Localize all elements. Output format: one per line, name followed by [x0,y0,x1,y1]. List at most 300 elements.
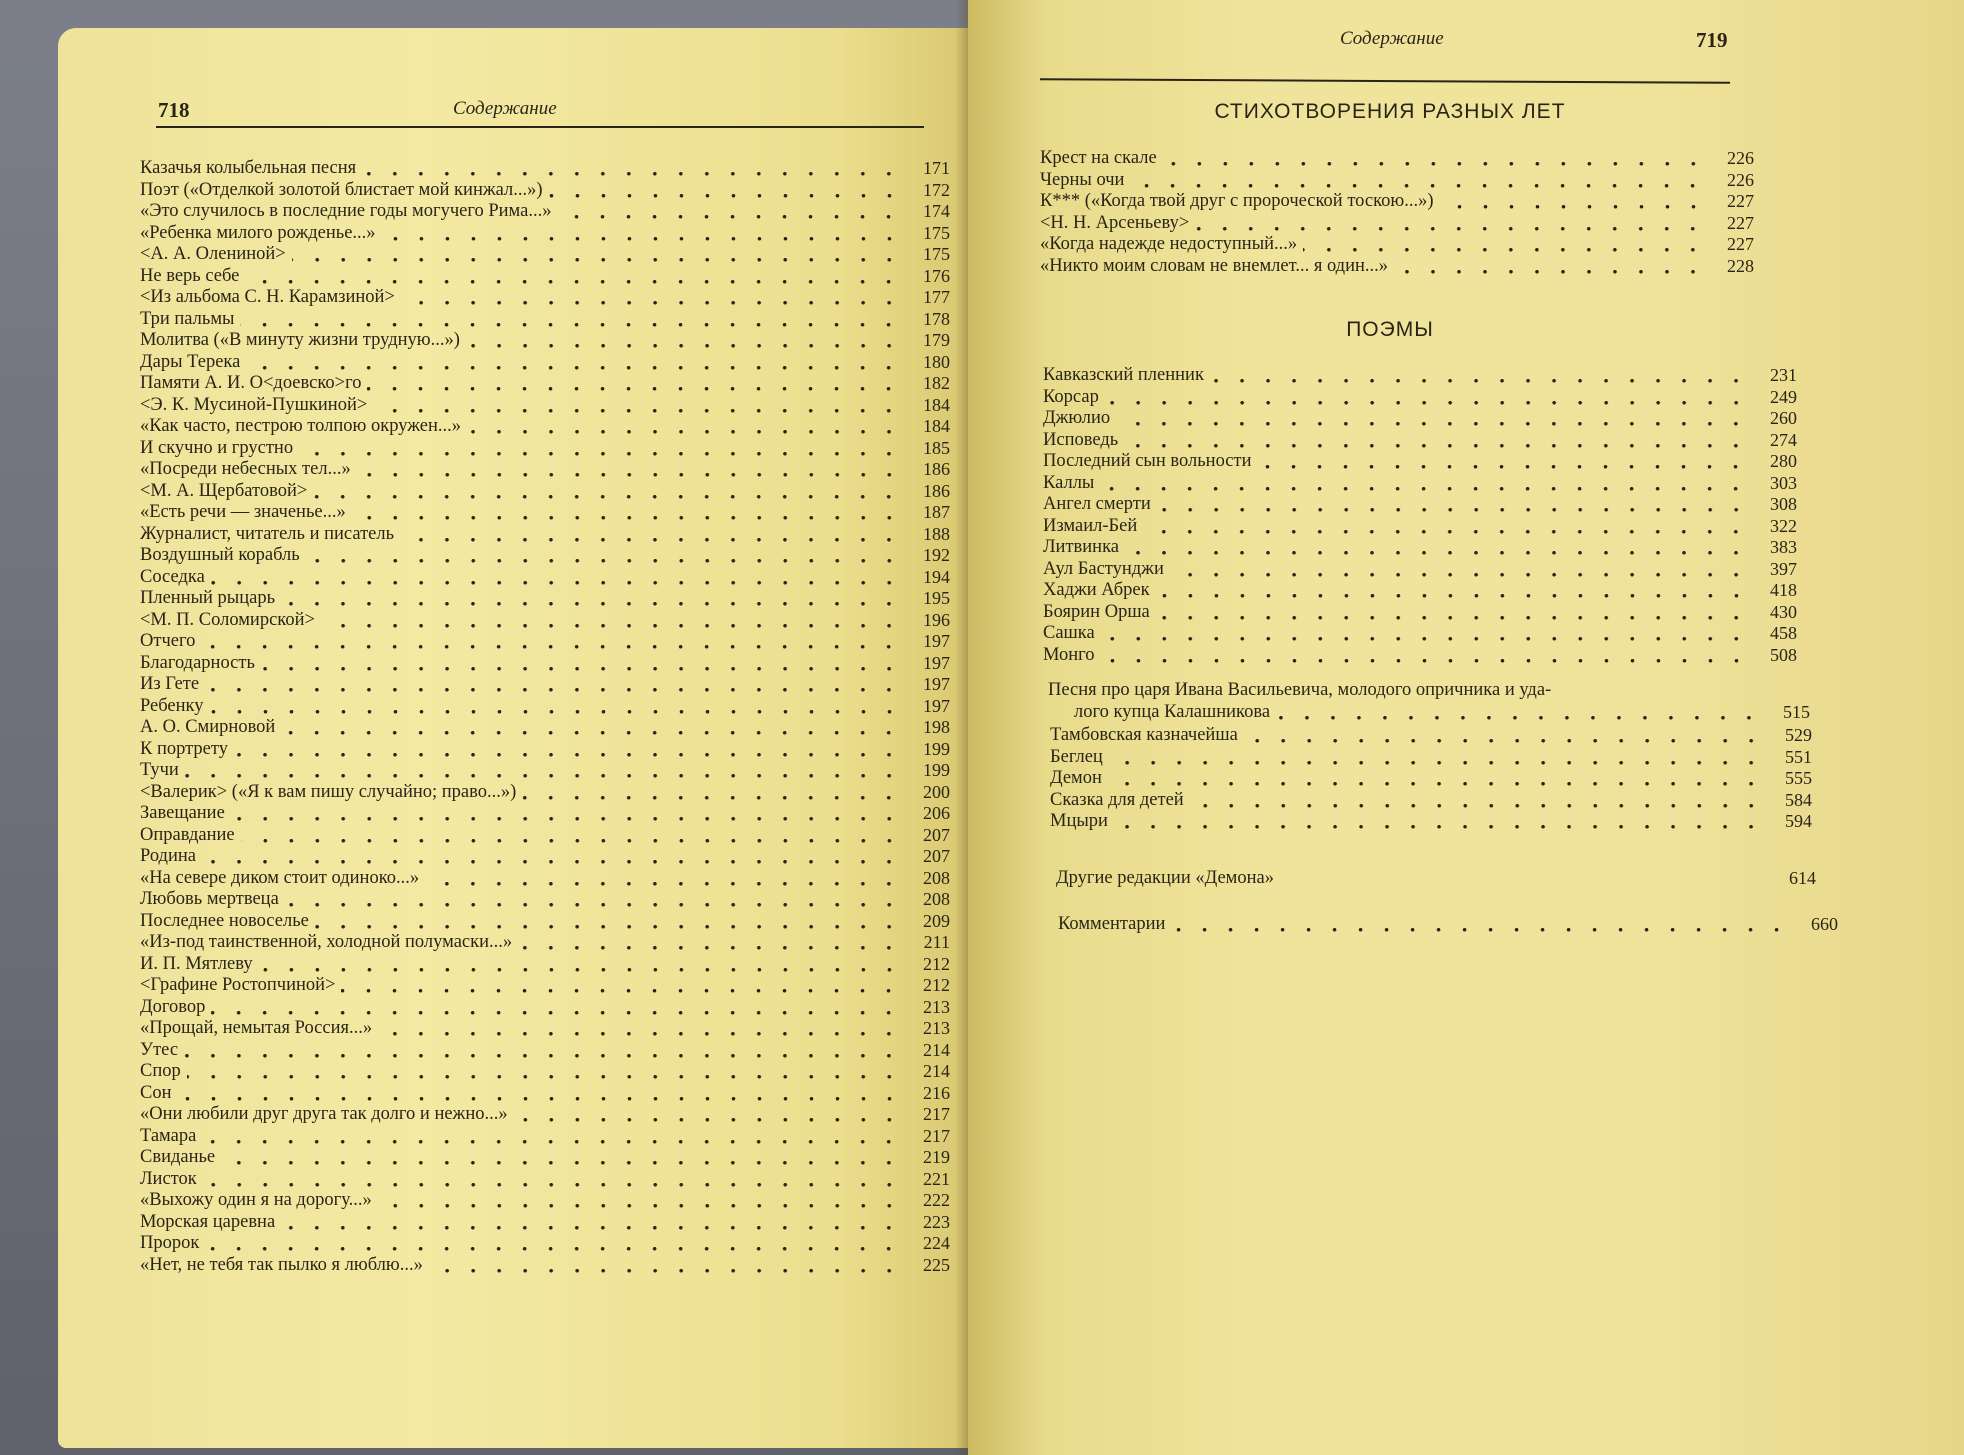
toc-entry-title: <М. А. Щербатовой> [140,480,308,501]
toc-entry-title: Последнее новоселье [140,910,309,931]
dot-leader [1195,213,1710,235]
dot-leader [1143,516,1753,538]
toc-entry [1050,811,1812,833]
dot-leader [306,545,906,567]
dot-leader [1109,747,1768,769]
toc-entry [140,717,950,739]
toc-entry [140,244,950,266]
toc-entry-title: Ангел смерти [1043,494,1151,514]
right-running-title: Содержание [1340,28,1444,49]
toc-entry [1040,170,1754,192]
toc-entry [1040,234,1754,256]
right-running-head [968,28,1964,68]
dot-leader [1130,170,1710,192]
dot-leader [321,610,906,632]
toc-entry-title: «Прощай, немытая Россия...» [140,1018,373,1038]
toc-entry-title: Монго [1043,644,1095,665]
toc-entry-title: Исповедь [1043,429,1119,450]
toc-entry-title: Демон [1050,768,1102,788]
toc-entry-page: 208 [923,889,950,909]
dot-leader [234,739,906,761]
dot-leader [1394,256,1710,278]
toc-entry-page: 227 [1727,234,1754,254]
toc-entry-page: 186 [923,480,950,501]
toc-entry-page: 228 [1727,255,1754,276]
toc-entry-title: «Выхожу один я на дорогу...» [140,1190,372,1210]
toc-entry-title: Литвинка [1043,537,1119,557]
toc-entry-title: Журналист, читатель и писатель [140,523,395,544]
toc-entry-page: 179 [923,330,950,350]
toc-entry [140,674,950,696]
toc-entry [140,782,950,804]
toc-entry-page: 212 [923,975,950,995]
toc-entry-title: Отчего [140,631,196,651]
toc-entry-page: 458 [1770,623,1797,643]
toc-entry-page: 217 [923,1104,950,1124]
toc-entry [140,395,950,417]
dot-leader [467,416,906,438]
toc-entry-page: 660 [1811,914,1838,934]
right-toc-list-1 [1040,148,1754,277]
toc-entry-title: Оправдание [140,824,235,845]
toc-entry-page: 211 [923,932,950,952]
dot-leader [187,1061,906,1083]
toc-entry-page: 207 [923,824,950,845]
toc-entry-title: Казачья колыбельная песня [140,158,357,178]
dot-leader [518,932,906,954]
toc-entry-page: 226 [1727,148,1754,168]
toc-entry-page: 187 [923,502,950,522]
toc-entry [1043,602,1797,624]
dot-leader [425,868,906,890]
toc-entry-title: Сон [140,1082,172,1103]
toc-entry-title: Спор [140,1061,181,1081]
toc-entry [140,932,950,954]
dot-leader [203,1169,906,1191]
dot-leader [210,696,906,718]
toc-entry-title: Сашка [1043,623,1095,643]
left-running-head [58,98,968,138]
toc-entry-page: 194 [923,566,950,587]
dot-leader [1190,790,1768,812]
long-entry-block [1048,680,1810,723]
toc-entry [140,1212,950,1234]
toc-entry-page: 180 [923,351,950,372]
toc-entry [140,180,950,202]
toc-entry-title: «Нет, не тебя так пылко я люблю...» [140,1254,423,1275]
toc-entry-title: Договор [140,996,206,1017]
dot-leader [522,782,906,804]
toc-entry-title: Тучи [140,760,179,780]
toc-entry [140,1104,950,1126]
other-redactions-block [1056,868,1816,890]
toc-entry-other-redactions [1056,868,1816,890]
toc-entry [140,1018,950,1040]
toc-entry-title: «На севере диком стоит одиноко...» [140,867,420,888]
toc-entry-title: Другие редакции «Демона» [1056,868,1274,888]
toc-entry-title: «Ребенка милого рожденье...» [140,222,376,243]
toc-entry-title: Песня про царя Ивана Васильевича, молодого опричника и уда- [1048,680,1552,700]
toc-entry-title: И. П. Мятлеву [140,953,253,974]
dot-leader [1157,494,1753,516]
dot-leader [299,438,906,460]
dot-leader [1210,365,1753,387]
toc-entry-title: «Они любили друг друга так долго и нежно...» [140,1104,508,1124]
left-header-rule [156,126,924,128]
toc-entry-title: Поэт («Отделкой золотой блистает мой кинжал...») [140,179,543,200]
toc-entry-title: Из Гете [140,674,200,694]
dot-leader [1257,451,1753,473]
toc-entry [140,266,950,288]
toc-entry [140,223,950,245]
right-page-number: 719 [1696,28,1728,52]
toc-entry [140,1190,950,1212]
toc-entry-title: Соседка [140,566,205,587]
toc-entry-title: Завещание [140,803,225,823]
toc-entry-page: 172 [923,179,950,200]
toc-entry [140,631,950,653]
toc-entry-page: 322 [1770,515,1797,536]
toc-entry-page: 303 [1770,472,1797,493]
left-page-number: 718 [158,98,190,122]
toc-entry [140,653,950,675]
toc-entry-long-continuation [1048,702,1810,724]
toc-entry [1043,537,1797,559]
toc-entry-title: Джюлио [1043,408,1111,428]
toc-entry-title: «Когда надежде недоступный...» [1040,234,1298,254]
toc-entry-page: 515 [1783,701,1810,722]
dot-leader [205,1233,906,1255]
toc-entry [140,287,950,309]
dot-leader [211,997,906,1019]
toc-entry-page: 196 [923,609,950,630]
toc-entry-page: 224 [923,1233,950,1253]
toc-entry-page: 397 [1770,558,1797,579]
toc-entry-title: Измаил-Бей [1043,515,1138,536]
dot-leader [184,1040,906,1062]
toc-entry [140,567,950,589]
toc-entry-page: 214 [923,1061,950,1081]
toc-entry-title: Утес [140,1039,179,1060]
dot-leader [246,352,906,374]
dot-leader [292,244,906,266]
dot-leader [315,911,906,933]
toc-entry [140,696,950,718]
toc-entry-page: 207 [923,846,950,866]
dot-leader [1170,559,1753,581]
dot-leader [259,954,906,976]
toc-entry-title: Воздушный корабль [140,545,300,565]
dot-leader [557,201,906,223]
dot-leader [514,1104,906,1126]
toc-entry-page: 430 [1770,601,1797,622]
toc-entry-page: 206 [923,803,950,823]
dot-leader [231,803,906,825]
toc-entry-title: К портрету [140,738,228,759]
section-title-poems-various-years: СТИХОТВОРЕНИЯ РАЗНЫХ ЛЕТ [1214,100,1566,123]
dot-leader [378,1018,906,1040]
toc-entry-page: 176 [923,265,950,286]
toc-entry-title: Кавказский пленник [1043,365,1204,385]
toc-entry-title: Каллы [1043,472,1095,493]
toc-entry-page: 188 [923,523,950,544]
toc-entry-page: 197 [923,674,950,694]
toc-entry-page: 508 [1770,644,1797,665]
toc-entry-title: <Э. К. Мусиной-Пушкиной> [140,394,368,415]
toc-entry-page: 208 [923,867,950,888]
toc-entry-page: 217 [923,1125,950,1146]
dot-leader [202,1126,906,1148]
dot-leader [429,1255,906,1277]
toc-entry-page: 216 [923,1082,950,1103]
toc-entry [1040,256,1754,278]
toc-entry-title: <Из альбома С. Н. Карамзиной> [140,287,395,307]
toc-entry [1040,191,1754,213]
toc-entry-title: Пророк [140,1233,200,1253]
toc-entry-page: 219 [923,1147,950,1167]
dot-leader [352,502,906,524]
toc-entry-page: 185 [923,437,950,458]
toc-entry [1043,451,1797,473]
dot-leader [1105,387,1753,409]
toc-entry [140,373,950,395]
dot-leader [205,674,906,696]
toc-entry [140,975,950,997]
dot-leader [245,266,906,288]
toc-entry-page: 175 [923,222,950,243]
toc-entry-page: 177 [923,287,950,307]
dot-leader [202,846,906,868]
dot-leader [281,588,906,610]
toc-entry [140,997,950,1019]
toc-entry [1043,623,1797,645]
right-toc-list-3 [1050,725,1812,833]
toc-entry [1043,473,1797,495]
toc-entry-title: <Графине Ростопчиной> [140,975,336,995]
toc-entry-title: Благодарность [140,652,255,673]
toc-entry-page: 209 [923,910,950,931]
toc-entry-page: 195 [923,588,950,608]
dot-leader [1101,623,1753,645]
toc-entry [140,1040,950,1062]
toc-entry-title: «Посреди небесных тел...» [140,459,351,479]
dot-leader [466,330,906,352]
toc-entry [1043,430,1797,452]
toc-entry [1050,725,1812,747]
toc-entry [140,352,950,374]
toc-entry-page: 199 [923,738,950,759]
toc-entry [140,330,950,352]
toc-entry-title: К*** («Когда твой друг с пророческой тоскою...») [1040,191,1434,211]
toc-entry-title: <А. А. Олениной> [140,244,286,264]
left-page [58,28,968,1448]
toc-entry-page: 614 [1789,868,1816,888]
toc-entry [140,524,950,546]
toc-entry-page: 221 [923,1168,950,1189]
toc-entry-title: Свиданье [140,1147,216,1167]
toc-entry [1040,213,1754,235]
toc-entry [140,588,950,610]
toc-entry-page: 555 [1785,768,1812,788]
toc-entry [140,868,950,890]
toc-entry [140,1126,950,1148]
toc-entry-page: 260 [1770,408,1797,428]
toc-entry-page: 223 [923,1211,950,1232]
toc-entry [140,889,950,911]
toc-entry-title: Черны очи [1040,169,1125,190]
toc-entry [140,739,950,761]
section-title-poems: ПОЭМЫ [1346,318,1434,341]
toc-entry-title: Ребенку [140,695,204,716]
toc-entry [140,825,950,847]
toc-entry-title: Молитва («В минуту жизни трудную...») [140,330,460,350]
dot-leader [178,1083,907,1105]
toc-entry-title: «Из-под таинственной, холодной полумаски...» [140,932,513,952]
dot-leader [1244,725,1768,747]
toc-entry-page: 198 [923,717,950,737]
toc-entry [1043,494,1797,516]
toc-entry [1043,387,1797,409]
toc-entry [140,438,950,460]
dot-leader [281,1212,906,1234]
toc-entry [1050,768,1812,790]
toc-entry-title: «Никто моим словам не внемлет... я один...» [1040,255,1389,276]
toc-entry [140,502,950,524]
toc-entry-title: И скучно и грустно [140,437,294,458]
dot-leader [1108,768,1768,790]
toc-entry [1050,747,1812,769]
toc-entry-title: Аул Бастунджи [1043,558,1164,579]
toc-entry-page: 192 [923,545,950,565]
dot-leader [1100,473,1753,495]
dot-leader [285,889,906,911]
toc-entry-title: Боярин Орша [1043,601,1150,622]
toc-entry-title: Любовь мертвеца [140,889,279,909]
toc-entry [1043,408,1797,430]
toc-entry [140,803,950,825]
toc-entry [140,158,950,180]
toc-entry [1043,645,1797,667]
toc-entry-page: 178 [923,308,950,329]
toc-entry [140,1255,950,1277]
toc-entry-page: 197 [923,652,950,673]
toc-entry [140,846,950,868]
toc-entry-page: 199 [923,760,950,780]
toc-entry-title: «Это случилось в последние годы могучего Рима...» [140,201,552,221]
toc-entry-page: 249 [1770,386,1797,407]
dot-leader [1124,430,1753,452]
dot-leader [261,653,906,675]
toc-entry-title: Хаджи Абрек [1043,580,1150,600]
dot-leader [357,459,906,481]
dot-leader [313,481,906,503]
toc-entry-page: 186 [923,459,950,479]
dot-leader [362,158,906,180]
toc-entry [140,481,950,503]
left-running-title: Содержание [453,98,557,119]
dot-leader [1101,645,1753,667]
toc-entry-title: Родина [140,846,196,866]
toc-entry [140,1147,950,1169]
toc-entry-title: Сказка для детей [1050,789,1184,810]
toc-entry-title: лого купца Калашникова [1074,701,1271,722]
toc-entry-page: 594 [1785,811,1812,831]
toc-entry-page: 200 [923,781,950,802]
toc-entry [1050,790,1812,812]
right-page [968,0,1964,1455]
dot-leader [1125,537,1753,559]
right-toc-list-2 [1043,365,1797,666]
toc-entry-page: 227 [1727,191,1754,211]
toc-entry [140,610,950,632]
toc-entry [140,760,950,782]
dot-leader [201,631,906,653]
dot-leader [281,717,906,739]
dot-leader [211,567,906,589]
toc-entry-page: 222 [923,1190,950,1210]
dot-leader [367,373,906,395]
toc-entry-page: 226 [1727,169,1754,190]
toc-entry-title: Корсар [1043,386,1099,407]
toc-entry-page: 308 [1770,494,1797,514]
toc-entry [140,545,950,567]
toc-entry-title: Дары Терека [140,351,241,372]
toc-entry [140,1169,950,1191]
dot-leader [378,1190,906,1212]
toc-entry [140,911,950,933]
toc-entry-page: 175 [923,244,950,264]
toc-entry-title: «Есть речи — значенье...» [140,502,346,522]
toc-entry [140,954,950,976]
toc-entry [1043,365,1797,387]
toc-entry-commentary [1058,914,1838,936]
toc-entry-page: 213 [923,1018,950,1038]
dot-leader [241,825,906,847]
toc-entry [140,1061,950,1083]
toc-entry [1043,559,1797,581]
dot-leader [1440,191,1711,213]
dot-leader [549,180,906,202]
toc-entry-title: Морская царевна [140,1211,276,1232]
toc-entry-page: 184 [923,394,950,415]
toc-entry-title: Не верь себе [140,265,240,286]
toc-entry-page: 212 [923,953,950,974]
toc-entry-title: Крест на скале [1040,148,1157,168]
toc-entry-title: Памяти А. И. О<доевско>го [140,373,362,393]
toc-entry [140,1233,950,1255]
toc-entry-title: Листок [140,1168,197,1189]
toc-entry-title: Пленный рыцарь [140,588,276,608]
dot-leader [1156,580,1753,602]
dot-leader [221,1147,906,1169]
toc-entry-page: 197 [923,631,950,651]
toc-entry [140,201,950,223]
toc-entry-title: Тамбовская казначейша [1050,725,1238,745]
toc-entry-title: <Валерик> («Я к вам пишу случайно; право...») [140,781,517,802]
toc-entry-page: 214 [923,1039,950,1060]
toc-entry [140,416,950,438]
right-header-rule [1040,78,1730,84]
toc-entry-page: 184 [923,416,950,436]
toc-entry-title: <Н. Н. Арсеньеву> [1040,212,1190,233]
toc-entry-page: 529 [1785,725,1812,745]
toc-entry-title: Мцыри [1050,811,1108,831]
toc-entry-title: «Как часто, пестрою толпою окружен...» [140,416,461,436]
dot-leader [1303,234,1710,256]
toc-entry-page: 584 [1785,789,1812,810]
toc-entry-page: 182 [923,373,950,393]
dot-leader [1114,811,1768,833]
